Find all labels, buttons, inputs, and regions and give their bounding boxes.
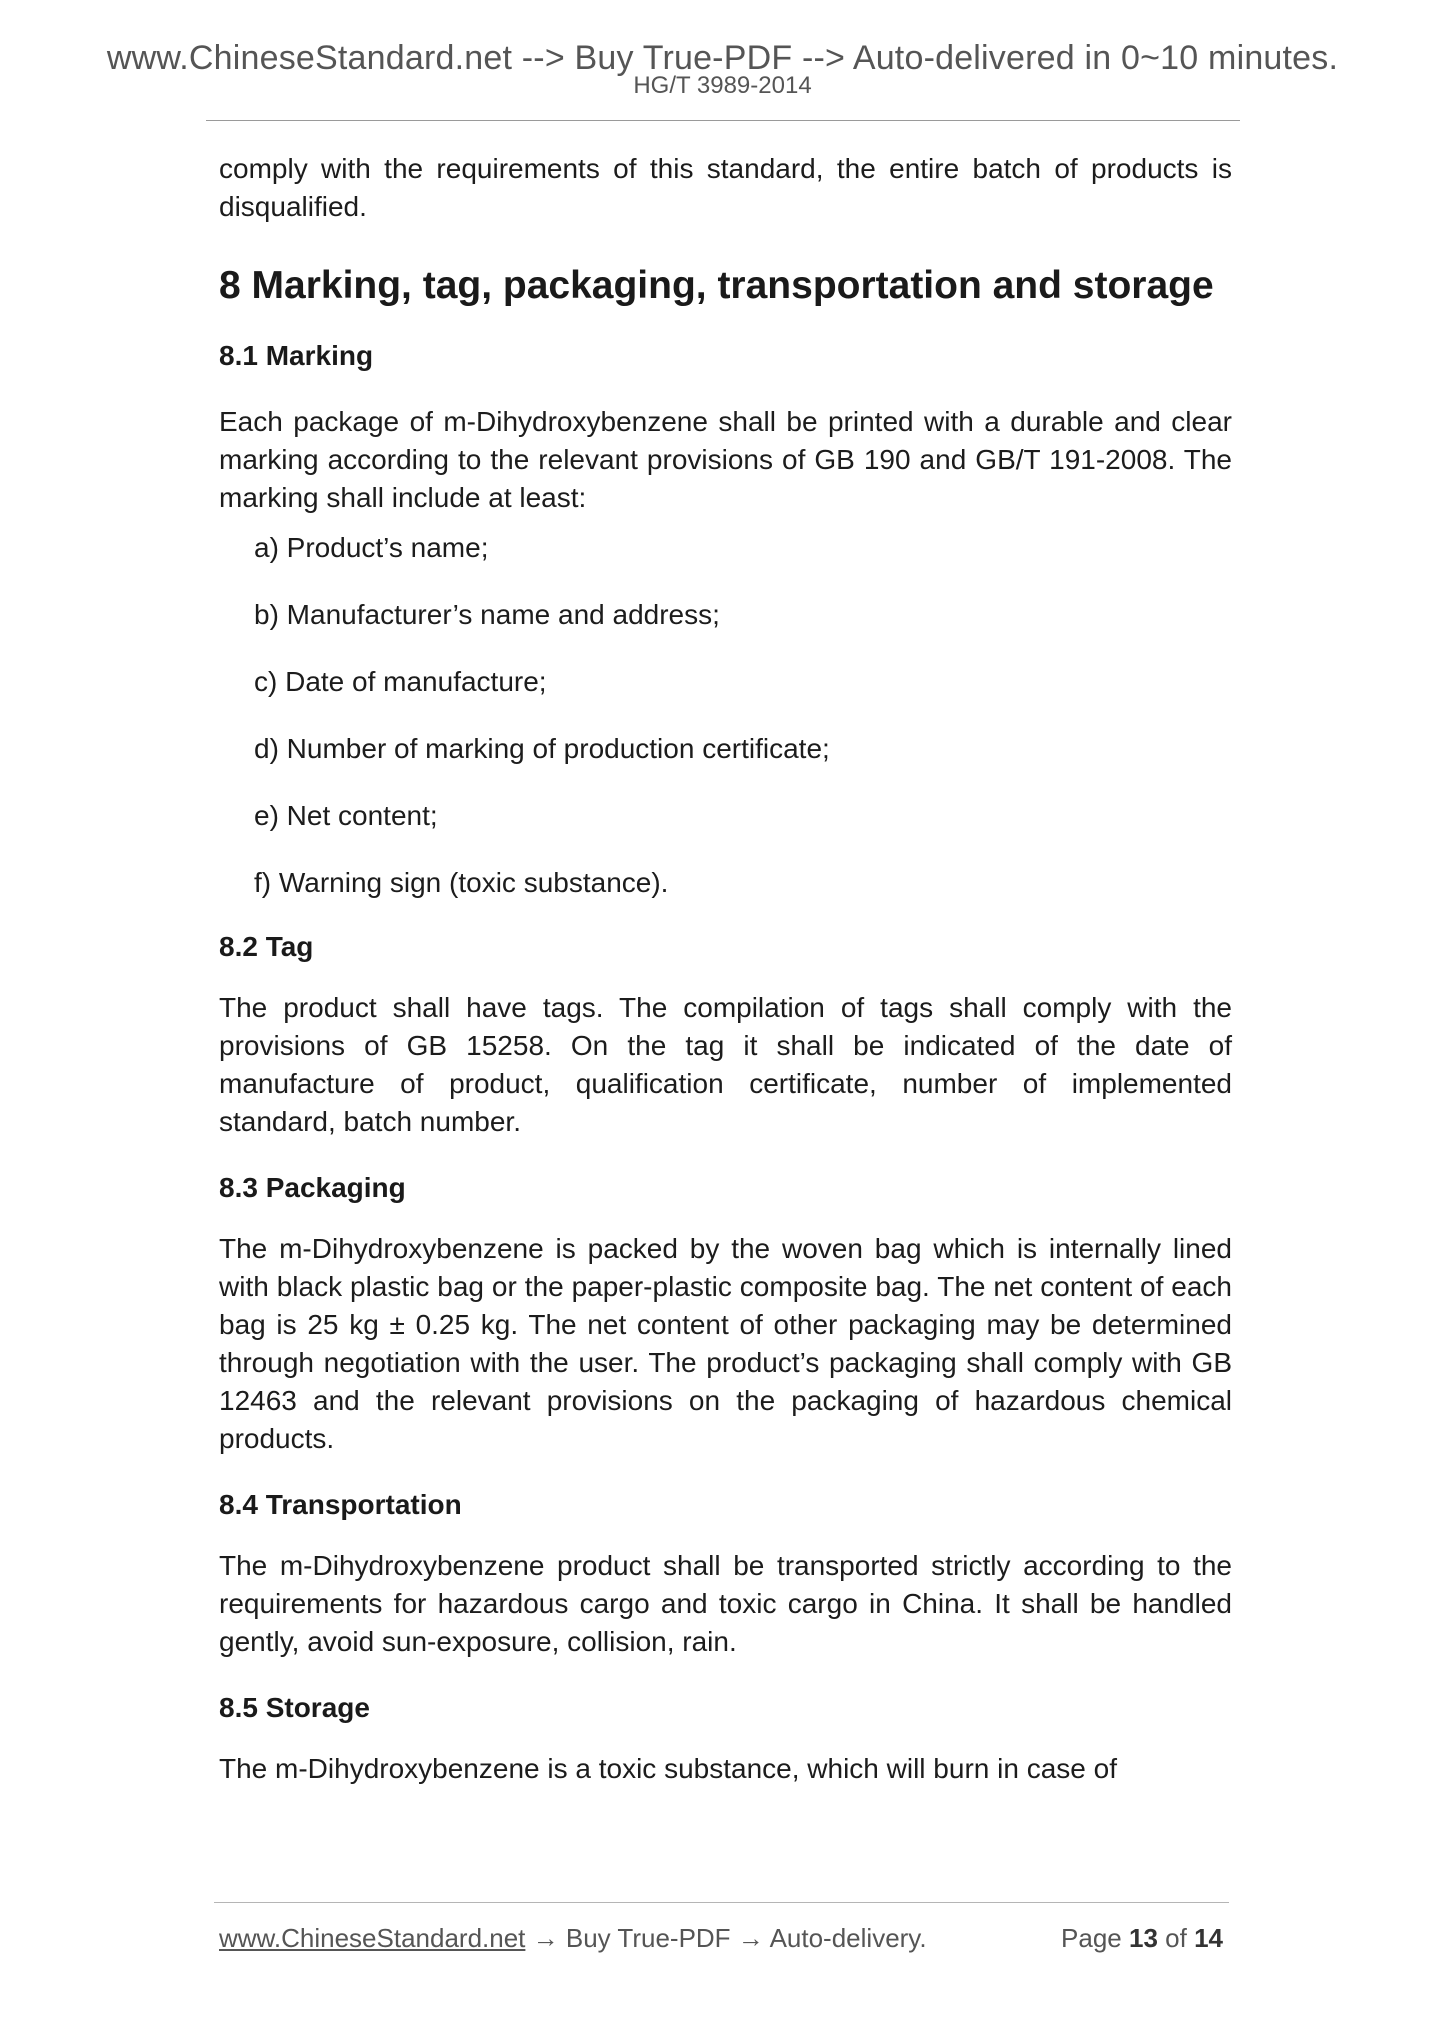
section-8-2-paragraph: The product shall have tags. The compilation of tags shall comply with the provisions of GB 15258. On the tag it shall be indicated of the date of manufacture of product, qualification certificate, number of implemented standard, batch number. — [219, 992, 1232, 1137]
section-8-heading: 8 Marking, tag, packaging, transportation and storage — [219, 264, 1214, 307]
list-item: e) Net content; — [254, 800, 438, 831]
list-item: d) Number of marking of production certificate; — [254, 733, 830, 764]
section-8-1-heading: 8.1 Marking — [219, 340, 374, 371]
section-8-5-heading: 8.5 Storage — [219, 1692, 370, 1723]
current-page-number: 13 — [1129, 1923, 1158, 1953]
page-footer — [219, 1922, 1229, 1954]
section-8-3-heading: 8.3 Packaging — [219, 1172, 406, 1203]
section-8-1-paragraph: Each package of m-Dihydroxybenzene shall be printed with a durable and clear marking according to the relevant provisions of GB 190 and GB/T 191-2008. The marking shall include at least: — [219, 406, 1232, 513]
document-code: HG/T 3989-2014 — [633, 72, 812, 99]
footer-divider — [214, 1902, 1229, 1903]
section-8-2-heading: 8.2 Tag — [219, 931, 314, 962]
list-item: a) Product’s name; — [254, 532, 489, 563]
marking-requirements-list — [219, 531, 1232, 900]
continuation-paragraph: comply with the requirements of this standard, the entire batch of products is disqualified. — [219, 153, 1232, 222]
header-divider — [206, 120, 1240, 121]
page-content — [219, 150, 1232, 1788]
section-8-4-heading: 8.4 Transportation — [219, 1489, 462, 1520]
site-link[interactable]: www.ChineseStandard.net — [219, 1923, 526, 1953]
list-item: f) Warning sign (toxic substance). — [254, 867, 669, 898]
section-8-4-paragraph: The m-Dihydroxybenzene product shall be transported strictly according to the requirements for hazardous cargo and toxic cargo in China. It shall be handled gently, avoid sun-exposure, collision, rain. — [219, 1550, 1232, 1657]
footer-tagline: → Buy True-PDF → Auto-delivery. — [525, 1923, 927, 1953]
total-pages-number: 14 — [1194, 1923, 1223, 1953]
page-indicator — [1061, 1922, 1223, 1954]
page-label: Page — [1061, 1923, 1122, 1953]
site-banner: www.ChineseStandard.net --> Buy True-PDF --> Auto-delivered in 0~10 minutes. — [106, 39, 1339, 77]
list-item: c) Date of manufacture; — [254, 666, 547, 697]
section-8-3-paragraph: The m-Dihydroxybenzene is packed by the woven bag which is internally lined with black plastic bag or the paper-plastic composite bag. The net content of each bag is 25 kg ± 0.25 kg. The net content of other packaging may be determined through negotiation with the user. The product’s packaging shall comply with GB 12463 and the relevant provisions on the packaging of hazardous chemical products. — [219, 1233, 1232, 1454]
list-item: b) Manufacturer’s name and address; — [254, 599, 720, 630]
page-of-label: of — [1165, 1923, 1187, 1953]
section-8-5-paragraph: The m-Dihydroxybenzene is a toxic substance, which will burn in case of — [219, 1753, 1117, 1784]
